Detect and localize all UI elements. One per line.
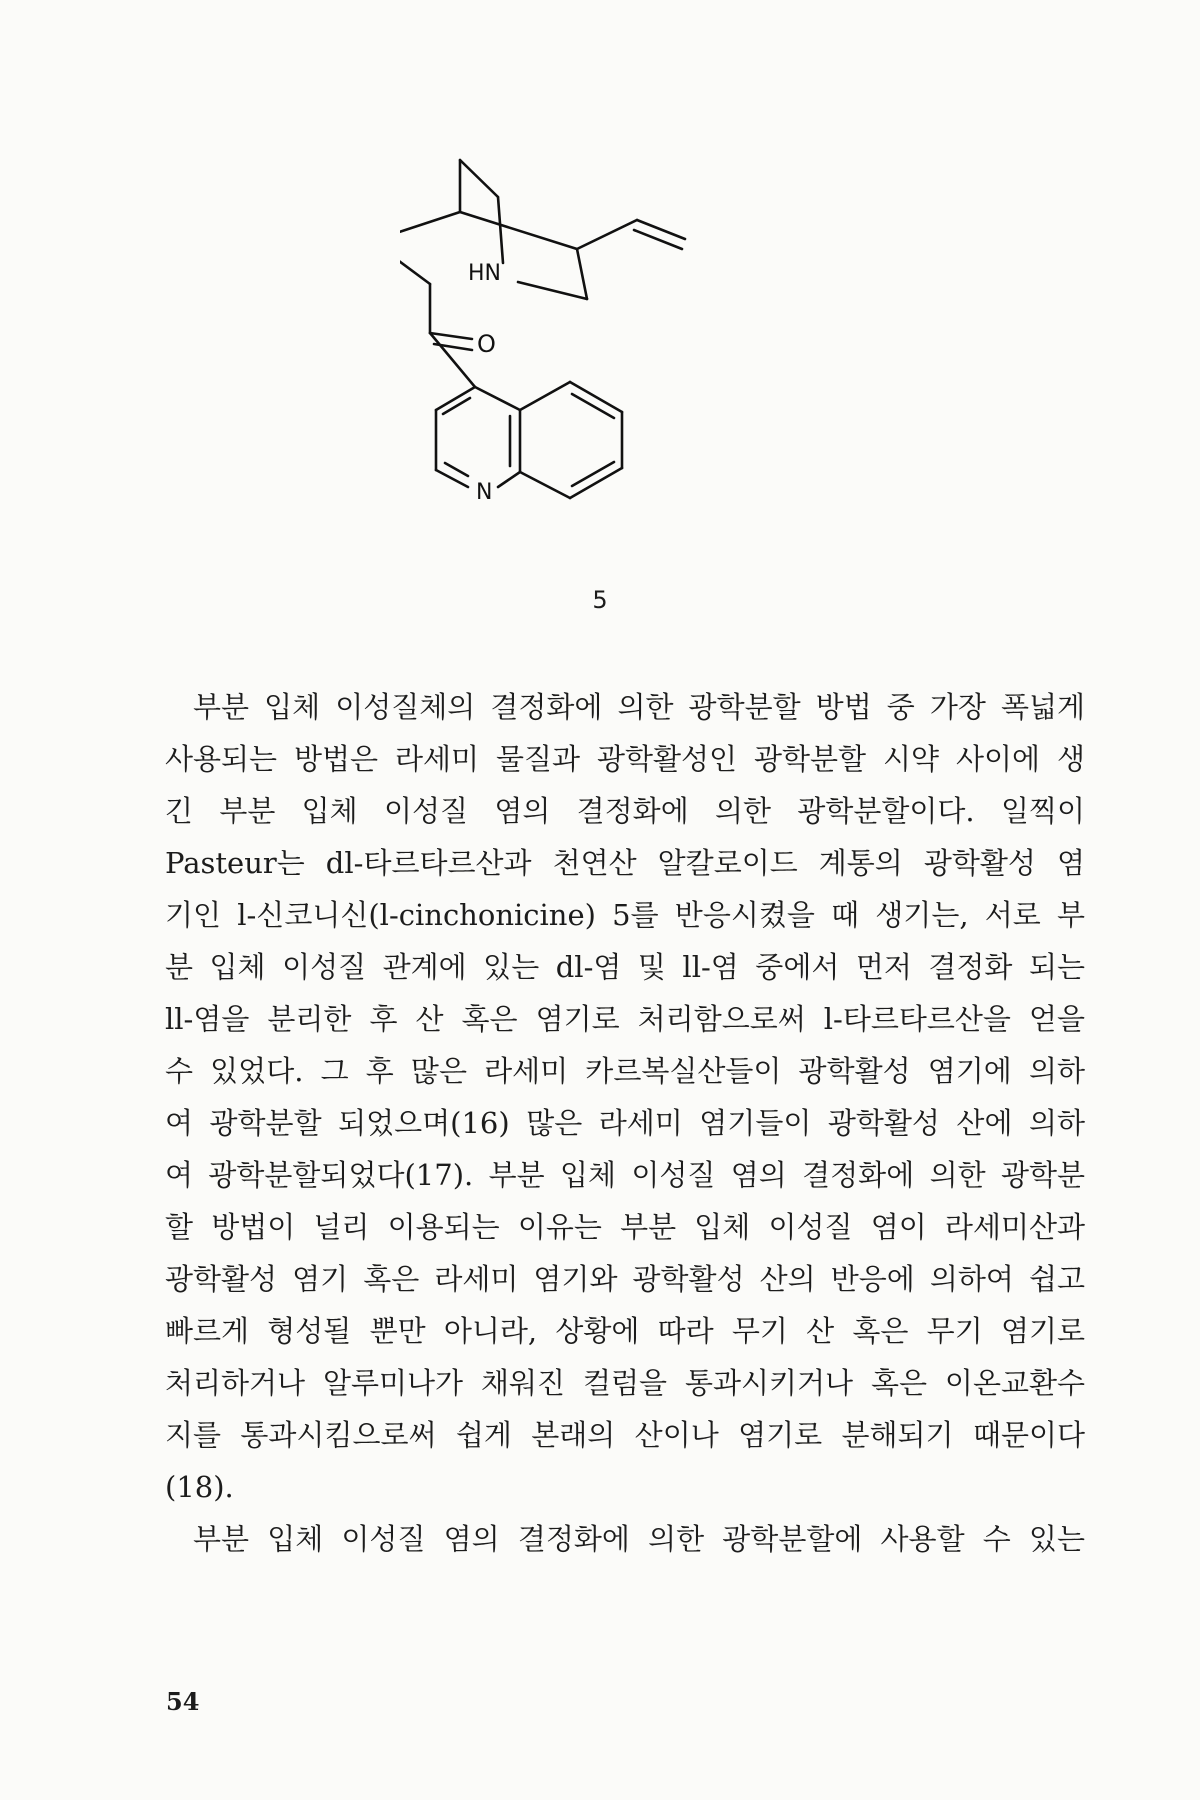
body-paragraph-2-line: 부분 입체 이성질 염의 결정화에 의한 광학분할에 사용할 수 있는 [193, 1522, 1085, 1556]
bond [434, 344, 472, 350]
bond [518, 282, 587, 299]
bond [577, 249, 587, 299]
body-paragraph-1 [165, 681, 1085, 1565]
text-line: 할 방법이 널리 이용되는 이유는 부분 입체 이성질 염이 라세미산과 [165, 1210, 1085, 1244]
ring-nitrogen-label: N [476, 480, 493, 505]
chemical-structure-diagram [400, 150, 800, 630]
text-line: 수 있었다. 그 후 많은 라세미 카르복실산들이 광학활성 염기에 의하 [165, 1054, 1085, 1088]
bond [498, 197, 503, 263]
text-line: 여 광학분할되었다(17). 부분 입체 이성질 염의 결정화에 의한 광학분 [165, 1158, 1085, 1192]
text-line: 기인 l-신코니신(l-cinchonicine) 5를 반응시켰을 때 생기는, 서로 부 [165, 898, 1085, 932]
bond [572, 462, 614, 486]
bond [445, 463, 468, 476]
bond [460, 160, 498, 197]
text-line: 사용되는 방법은 라세미 물질과 광학활성인 광학분할 시약 사이에 생 [165, 742, 1085, 776]
text-line: 여 광학분할 되었으며(16) 많은 라세미 염기들이 광학활성 산에 의하 [165, 1106, 1085, 1140]
bond [460, 212, 577, 249]
bond [634, 230, 682, 249]
text-line: 빠르게 형성될 뿐만 아니라, 상황에 따라 무기 산 혹은 무기 염기로 [165, 1314, 1085, 1348]
bond [572, 394, 614, 418]
bond [430, 333, 475, 387]
bond [520, 472, 570, 498]
amine-label: HN [468, 261, 501, 286]
text-line: ll-염을 분리한 후 산 혹은 염기로 처리함으로써 l-타르타르산을 얻을 [165, 1002, 1085, 1036]
text-line: 광학활성 염기 혹은 라세미 염기와 광학활성 산의 반응에 의하여 쉽고 [165, 1262, 1085, 1296]
text-line: 부분 입체 이성질체의 결정화에 의한 광학분할 방법 중 가장 폭넓게 [193, 690, 1085, 724]
text-line: 긴 부분 입체 이성질 염의 결정화에 의한 광학분할이다. 일찍이 [165, 794, 1085, 828]
bond [520, 382, 570, 410]
bond [475, 387, 520, 410]
bond [430, 333, 472, 339]
compound-number-label: 5 [592, 586, 608, 614]
text-line: 분 입체 이성질 관계에 있는 dl-염 및 ll-염 중에서 먼저 결정화 되는 [165, 950, 1085, 984]
bond [443, 398, 470, 414]
bond [637, 220, 685, 239]
bond [498, 472, 520, 487]
text-line: (18). [165, 1470, 234, 1504]
carbonyl-oxygen-label: O [477, 330, 496, 358]
page-number: 54 [166, 1687, 200, 1716]
text-line: 지를 통과시킴으로써 쉽게 본래의 산이나 염기로 분해되기 때문이다 [165, 1418, 1085, 1452]
text-line: 처리하거나 알루미나가 채워진 컬럼을 통과시키거나 혹은 이온교환수 [165, 1366, 1085, 1400]
bond [400, 241, 430, 284]
bond [400, 212, 460, 241]
bond [577, 220, 637, 249]
text-line: Pasteur는 dl-타르타르산과 천연산 알칼로이드 계통의 광학활성 염 [165, 846, 1085, 880]
